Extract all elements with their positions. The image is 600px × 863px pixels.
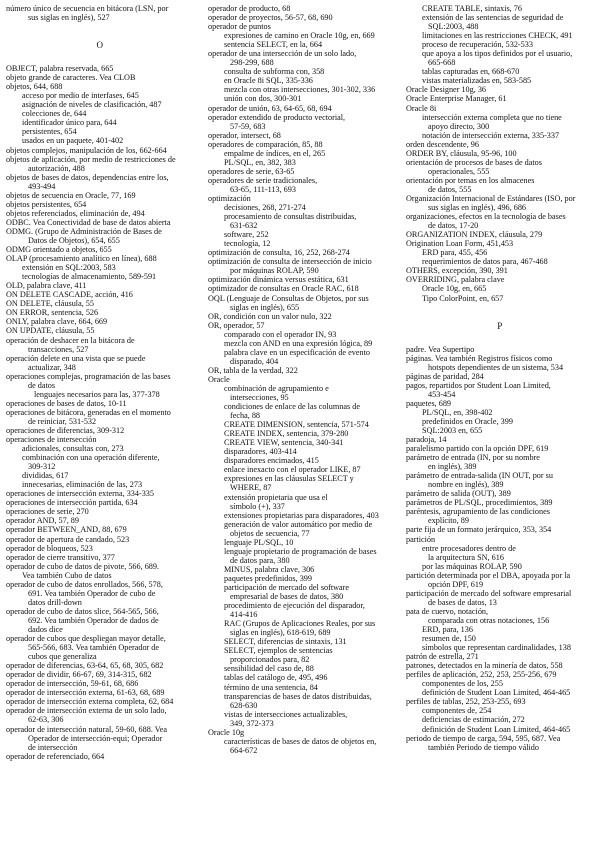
section-letter-heading: P	[497, 320, 503, 331]
index-subentry: transparencias de bases de datos distribuidas,	[224, 691, 372, 701]
index-entry: operador de apertura de candado, 523	[6, 534, 130, 544]
index-subentry: CREATE TABLE, sintaxis, 76	[422, 4, 522, 13]
index-entry: operaciones de intersección partida, 634	[6, 498, 138, 508]
index-entry-continuation: 692. Vea también Operador de dados de	[28, 615, 159, 625]
index-entry: orden descendente, 96	[406, 139, 479, 149]
index-entry: operador de cubo de datos de pivote, 566, 689.	[6, 561, 160, 571]
index-entry: organizaciones, efectos en la tecnología de bases	[406, 212, 566, 222]
index-entry: ORDER BY, cláusula, 95-96, 100	[406, 148, 517, 158]
index-subentry: sentencia SELECT, en la, 664	[224, 40, 323, 50]
index-entry: ODBC. Vea Conectividad de base de datos abierta	[6, 217, 171, 227]
index-entry-continuation: hotspots dependientes de un sistema, 534	[428, 362, 564, 372]
index-subentry: notación de intersección externa, 335-337	[422, 130, 560, 140]
index-subentry: comparado con el operador IN, 93	[224, 329, 337, 339]
index-entry: operador de cubo de datos slice, 564-565, 566,	[6, 606, 159, 616]
index-subentry: divididas, 617	[22, 471, 69, 481]
index-entry: objetos de secuencia en Oracle, 77, 169	[6, 190, 136, 200]
index-subentry: RAC (Grupos de Aplicaciones Reales, por sus	[224, 619, 376, 629]
index-entry: orientación de procesos de bases de datos	[406, 157, 542, 167]
index-subentry: decisiones, 268, 271-274	[224, 203, 306, 213]
index-entry-continuation: Datos de Objetos), 654, 655	[28, 235, 120, 245]
index-entry: operador de cierre transitivo, 377	[6, 552, 115, 562]
index-entry-continuation: sus siglas en inglés), 527	[28, 13, 110, 23]
index-entry: partición determinada por el DBA, apoyada por la	[406, 570, 571, 580]
index-subentry: lenguaje propietario de programación de bases	[224, 546, 377, 556]
index-entry: parámetro de entrada (IN, por su nombre	[406, 453, 540, 463]
index-entry: operadores de comparación, 85, 88	[208, 139, 323, 149]
index-entry-continuation: 665-668	[428, 58, 456, 68]
index-entry: operaciones de diferencias, 309-312	[6, 425, 125, 435]
index-entry-continuation: transacciones, 527	[28, 344, 89, 354]
index-entry: objetos de bases de datos, dependencias entre los,	[6, 172, 169, 182]
index-entry-continuation: de bases de datos, 13	[428, 597, 497, 607]
index-subentry: extensión de las sentencias de seguridad de	[422, 13, 564, 23]
index-entry-continuation: 414-416	[230, 610, 258, 620]
index-entry-continuation: de datos, 17-20	[428, 221, 479, 231]
index-entry: OTHERS, excepción, 390, 391	[406, 266, 508, 276]
index-entry: patrones, detectados en la minería de datos, 558	[406, 661, 563, 671]
index-entry: OBJECT, palabra reservada, 665	[6, 64, 114, 74]
index-subentry: lenguajes necesarios para las, 377-378	[34, 389, 160, 399]
index-subentry: componentes de los, 255	[422, 679, 503, 689]
index-subentry: generación de valor automático por medio de	[224, 519, 373, 529]
index-entry: objetos complejos, manipulación de los, 662-664	[6, 145, 167, 155]
index-entry: partición	[406, 534, 436, 544]
index-entry: ODMG orientado a objetos, 655	[6, 245, 112, 255]
index-subentry: expresiones de camino en Oracle 10g, en, 669	[224, 31, 375, 41]
index-entry-continuation: actualizar, 348	[28, 362, 76, 372]
index-entry: OR, condición con un valor nulo, 322	[208, 311, 332, 321]
index-entry-continuation: autorización, 488	[28, 163, 85, 173]
index-subentry: ERD para, 455, 456	[422, 248, 488, 258]
index-entry: objetos de aplicación, por medio de restricciones de	[6, 154, 176, 164]
index-entry: operador extendido de producto vectorial,	[208, 112, 346, 122]
index-subentry: extensión en SQL:2003, 583	[22, 263, 116, 273]
index-subentry: en Oracle 8i SQL, 335-336	[224, 76, 313, 86]
index-entry-continuation: de intersección	[28, 742, 78, 752]
index-subentry: palabra clave en un especificación de evento	[224, 347, 370, 357]
index-column-right	[406, 4, 594, 752]
index-entry: OR, tabla de la verdad, 322	[208, 365, 298, 375]
index-subentry: sensibilidad del caso de, 88	[224, 664, 314, 674]
index-entry: OQL (Lenguaje de Consultas de Objetos, por sus	[208, 293, 369, 303]
index-subentry: consulta de subforma con, 358	[224, 67, 325, 77]
index-subentry: adicionales, consultas con, 273	[22, 444, 124, 454]
index-entry: operador de proyectos, 56-57, 68, 690	[208, 13, 333, 23]
index-entry: paréntesis, agrupamiento de las condiciones	[406, 507, 550, 517]
index-entry: operador de puntos	[208, 22, 271, 32]
index-entry: objetos persistentes, 654	[6, 199, 87, 209]
index-entry-continuation: 57-59, 683	[230, 121, 266, 131]
index-entry-continuation: explícito, 89	[428, 516, 469, 526]
index-entry: Oracle Designer 10g, 36	[406, 85, 487, 95]
index-entry: Oracle 10g	[208, 727, 245, 737]
index-subentry: persistentes, 654	[22, 127, 77, 137]
index-entry: objeto grande de caracteres. Vea CLOB	[6, 73, 136, 83]
index-entry: objetos referenciados, eliminación de, 494	[6, 208, 145, 218]
index-subentry: unión con dos, 300-301	[224, 94, 302, 104]
index-entry: operador de intersección externa completa, 62, 684	[6, 697, 174, 707]
index-subentry: asignación de niveles de clasificación, 487	[22, 100, 162, 110]
index-entry-continuation: la arquitectura SN, 616	[428, 552, 504, 562]
index-subentry: tablas del catálogo de, 495, 496	[224, 673, 328, 683]
index-subentry: CREATE INDEX, sentencia, 379-280	[224, 429, 349, 439]
index-entry-continuation: de reiniciar, 531-532	[28, 416, 97, 426]
index-entry-continuation: WHERE, 87	[230, 483, 272, 493]
index-entry: operación delete en una vista que se puede	[6, 353, 146, 363]
index-entry-continuation: 691. Vea también Operador de cubo de	[28, 588, 156, 598]
index-subentry: disparadores encimados, 415	[224, 456, 319, 466]
index-subentry: disparadores, 403-414	[224, 447, 297, 457]
index-entry-continuation: SQL:2003, 488	[428, 22, 479, 32]
index-subentry: SQL:2003 en, 655	[422, 425, 483, 435]
index-entry: operador AND, 57, 89	[6, 516, 79, 526]
index-entry-continuation: cubos que generaliza	[28, 652, 97, 662]
index-entry: operaciones de bitácora, generadas en el momento	[6, 407, 171, 417]
index-entry: operación de deshacer en la bitácora de	[6, 335, 135, 345]
index-entry-continuation: 298-299, 688	[230, 58, 274, 68]
index-entry: objetos, 644, 688	[6, 82, 63, 92]
index-subentry: combinación con una operación diferente,	[22, 453, 160, 463]
index-entry: OLAP (procesamiento analítico en línea), 688	[6, 254, 157, 264]
index-entry: ON UPDATE, cláusula, 55	[6, 326, 95, 336]
index-column-middle	[208, 4, 396, 755]
index-entry: periodo de tiempo de carga, 594, 595, 687. Vea	[406, 733, 561, 743]
index-entry: operador de referenciado, 664	[6, 751, 105, 761]
index-entry: operaciones de intersección externa, 334-335	[6, 489, 154, 499]
index-entry-continuation: dados dice	[28, 625, 63, 634]
index-entry: operadores de serie, 63-65	[208, 166, 295, 176]
index-entry: OLD, palabra clave, 411	[6, 281, 87, 291]
index-subentry: extensión propietaria que usa el	[224, 492, 328, 502]
index-subentry: lenguaje PL/SQL, 10	[224, 537, 294, 547]
index-entry-continuation: Operador de intersección-equi; Operador	[28, 733, 163, 743]
index-subentry: enlace inexacto con el operador LIKE, 87	[224, 465, 361, 475]
index-entry: operador de una intersección de un solo lado,	[208, 49, 357, 59]
index-entry: Organización Internacional de Estándares (ISO, por	[406, 193, 576, 203]
index-entry: optimización dinámica versus estática, 631	[208, 275, 349, 285]
index-subentry: procedimiento de ejecución del disparador,	[224, 601, 365, 611]
index-entry-continuation: de datos	[28, 380, 56, 390]
index-entry-continuation: 62-63, 306	[28, 715, 64, 725]
index-entry: operador BETWEEN_AND, 88, 679	[6, 525, 127, 535]
index-entry-continuation: 309-312	[28, 462, 56, 472]
index-subentry: vistas de intersecciones actualizables,	[224, 709, 348, 719]
index-subentry: Tipo ColorPoint, en, 657	[422, 293, 504, 303]
index-subentry: componentes de, 254	[422, 706, 492, 716]
index-entry: participación de mercado del software empresarial	[406, 588, 572, 598]
index-subentry: por las máquinas ROLAP, 590	[422, 561, 522, 571]
index-entry: ODMG. (Grupo de Administración de Bases de	[6, 226, 162, 236]
index-subentry: que apoya a los tipos definidos por el usuario,	[422, 49, 573, 59]
index-entry: OR, operador, 57	[208, 320, 265, 330]
index-entry: pagos, repartidos por Student Loan Limited,	[406, 380, 551, 390]
index-entry-continuation: operacionales, 555	[428, 166, 490, 176]
index-subentry: mezcla con otras intersecciones, 301-302, 336	[224, 85, 376, 95]
index-entry: operador de bloqueos, 523	[6, 543, 93, 553]
index-entry: operaciones de bases de datos, 10-11	[6, 398, 127, 408]
index-entry: parámetro de salida (OUT), 389	[406, 489, 511, 499]
index-subentry: procesamiento de consultas distribuidas,	[224, 212, 357, 222]
index-entry: OVERRIDING, palabra clave	[406, 275, 505, 285]
index-subentry: empalme de índices, en el, 265	[224, 148, 326, 158]
index-entry: perfiles de tablas, 252, 253-255, 693	[406, 697, 526, 707]
index-entry: páginas. Vea también Registros físicos como	[406, 353, 553, 363]
index-entry-continuation: también Periodo de tiempo válido	[428, 742, 539, 752]
index-subentry: intersección externa completa que no tiene	[422, 112, 562, 122]
index-entry-continuation: 453-454	[428, 389, 456, 399]
index-subentry: tablas capturadas en, 668-670	[422, 67, 520, 77]
index-subentry: limitaciones en las restricciones CHECK, 491	[422, 31, 573, 41]
index-entry: operaciones de intersección	[6, 435, 97, 445]
index-entry: operador de cubos que despliegan mayor detalle,	[6, 634, 166, 644]
index-entry-continuation: 63-65, 111-113, 693	[230, 184, 296, 194]
index-subentry: definición de Student Loan Limited, 464-465	[422, 724, 571, 734]
index-entry-continuation: sus siglas en inglés), 496, 686	[428, 203, 527, 213]
index-subentry: deficiencias de estimación, 272	[422, 715, 525, 725]
index-entry: padre. Vea Supertipo	[406, 344, 475, 354]
index-entry: optimizador de consultas en Oracle RAC, 618	[208, 284, 359, 294]
index-entry-continuation: 493-494	[28, 181, 56, 191]
index-entry: operador de intersección externa, 61-63, 68, 689	[6, 688, 165, 698]
index-entry-continuation: 664-672	[230, 745, 258, 755]
index-entry: operador de intersección, 59-61, 68, 686	[6, 679, 139, 689]
index-entry-continuation: en inglés), 389	[428, 462, 477, 472]
index-subentry: SELECT, ejemplos de sentencias	[224, 646, 333, 656]
index-subentry: término de una sentencia, 84	[224, 682, 318, 692]
index-entry-continuation: de datos para, 380	[230, 555, 290, 565]
index-subentry: colecciones de, 644	[22, 109, 87, 119]
index-entry: operaciones de serie, 270	[6, 507, 89, 517]
index-entry: paradoja, 14	[406, 435, 447, 445]
index-entry: operador de dividir, 66-67, 69, 314-315, 682	[6, 670, 152, 680]
index-entry-continuation: opción DPF, 619	[428, 579, 484, 589]
index-entry: pata de cuervo, notación,	[406, 606, 489, 616]
index-subentry: PL/SQL, en, 398-402	[422, 407, 493, 417]
index-subentry: acceso por medio de interfases, 645	[22, 91, 139, 101]
index-subentry: predefinidos en Oracle, 399	[422, 416, 513, 426]
index-subentry: tecnología, 12	[224, 239, 271, 249]
index-entry-continuation: 631-632	[230, 221, 258, 231]
index-subentry: combinación de agrupamiento e	[224, 383, 329, 393]
index-entry: ONLY, palabra clave, 664, 669	[6, 317, 108, 327]
index-entry-continuation: fecha, 88	[230, 411, 261, 421]
index-entry-continuation: datos drill-down	[28, 597, 82, 607]
index-subentry: mezcla con AND en una expresión lógica, 89	[224, 338, 373, 348]
index-subentry: vistas materializadas en, 583-585	[422, 76, 532, 86]
index-entry-continuation: por máquinas ROLAP, 590	[230, 266, 319, 276]
index-entry: Oracle Enterprise Manager, 61	[406, 94, 507, 104]
index-column-left	[6, 4, 194, 761]
index-entry: parámetro de entrada-salida (IN OUT, por su	[406, 471, 553, 481]
index-entry: parte fija de un formato jerárquico, 353, 354	[406, 525, 552, 535]
index-entry: operaciones complejas, programación de las bases	[6, 371, 171, 381]
index-subentry: PL/SQL, en, 382, 383	[224, 157, 296, 167]
index-subentry: tecnologías de almacenamiento, 589-591	[22, 272, 157, 282]
index-entry-continuation: proporcionados para, 82	[230, 655, 310, 665]
index-entry-continuation: intersecciones, 95	[230, 393, 289, 403]
index-entry: ON ERROR, sentencia, 526	[6, 308, 99, 318]
index-entry-continuation: empresarial de bases de datos, 380	[230, 592, 344, 602]
index-subentry: extensiones propietarias para disparadores, 403	[224, 510, 379, 520]
index-entry: paquetes, 689	[406, 398, 452, 408]
index-entry: Origination Loan Form, 451,453	[406, 239, 514, 249]
index-subentry: resumen de, 150	[422, 634, 476, 644]
index-subentry: Oracle 10g, en, 665	[422, 284, 487, 294]
index-entry: optimización	[208, 193, 251, 203]
index-subentry: CREATE DIMENSION, sentencia, 571-574	[224, 420, 369, 430]
index-subentry: usados en un paquete, 401-402	[22, 136, 124, 146]
index-entry: optimización de consulta de intersección de inicio	[208, 257, 372, 267]
index-entry: ORGANIZATION INDEX, cláusula, 279	[406, 230, 543, 240]
index-entry-continuation: disparado, 404	[230, 356, 279, 366]
index-subentry: SELECT, diferencias de sintaxis, 131	[224, 637, 347, 647]
index-entry: operador de unión, 63, 64-65, 68, 694	[208, 103, 332, 113]
index-entry-continuation: 349, 372-373	[230, 718, 274, 728]
index-subentry: proceso de recuperación, 532-533	[422, 40, 533, 50]
index-subentry: características de bases de datos de objetos en,	[224, 736, 377, 746]
index-entry: Oracle	[208, 374, 230, 384]
index-subentry: paquetes predefinidos, 399	[224, 573, 312, 583]
index-subentry: expresiones en las cláusulas SELECT y	[224, 474, 354, 484]
index-subentry: Vea también Cubo de datos	[22, 570, 112, 580]
index-entry-continuation: objetos de secuencia, 77	[230, 528, 310, 538]
section-letter-heading: O	[96, 40, 104, 51]
index-entry: operador de diferencias, 63-64, 65, 68, 305, 682	[6, 661, 164, 671]
index-entry-continuation: comparada con otras notaciones, 156	[428, 615, 550, 625]
index-entry-continuation: 628-630	[230, 700, 258, 710]
index-subentry: identificador único para, 644	[22, 118, 117, 128]
index-entry: operador de producto, 68	[208, 4, 291, 13]
index-subentry: definición de Student Loan Limited, 464-465	[422, 688, 571, 698]
index-entry: número único de secuencia en bitácora (LSN, por	[6, 4, 169, 13]
index-entry: operadores de serie tradicionales,	[208, 175, 318, 185]
index-entry: operador de intersección natural, 59-60, 688. Vea	[6, 724, 168, 734]
index-entry-continuation: de datos, 555	[428, 184, 472, 194]
index-entry: operador de cubo de datos enrollados, 566, 578,	[6, 579, 163, 589]
index-entry: operador, intersect, 68	[208, 130, 281, 140]
index-entry: patrón de estrella, 271	[406, 652, 479, 662]
index-subentry: CREATE VIEW, sentencia, 340-341	[224, 438, 344, 448]
index-entry: páginas de paridad, 284	[406, 371, 484, 381]
index-entry: paralelismo partido con la opción DPF, 619	[406, 444, 549, 454]
index-subentry: entre procesadores dentro de	[422, 543, 516, 553]
index-entry: ON DELETE, cláusula, 55	[6, 299, 94, 309]
index-entry: parámetros de PL/SQL, procedimientos, 389	[406, 498, 553, 508]
index-subentry: símbolos que representan cardinalidades, 138	[422, 643, 571, 653]
index-subentry: ERD, para, 136	[422, 625, 473, 634]
index-subentry: requerimientos de datos para, 467-468	[422, 257, 548, 267]
index-entry-continuation: apoyo directo, 300	[428, 121, 490, 131]
index-entry-continuation: símbolo (+), 337	[230, 501, 285, 511]
index-entry: perfiles de aplicación, 252, 253, 255-256, 679	[406, 670, 557, 680]
index-subentry: software, 252	[224, 230, 269, 240]
index-entry: optimización de consulta, 16, 252, 268-274	[208, 248, 350, 258]
index-entry: operador de intersección externa de un solo lado,	[6, 706, 167, 716]
index-subentry: condiciones de enlace de las columnas de	[224, 402, 360, 412]
index-subentry: innecesarias, eliminación de las, 273	[22, 480, 143, 490]
index-subentry: MINUS, palabra clave, 306	[224, 564, 315, 574]
index-entry: orientación por temas en los almacenes	[406, 175, 535, 185]
index-entry: Oracle 8i	[406, 103, 437, 113]
index-entry-continuation: siglas en inglés), 618-619, 689	[230, 628, 331, 638]
index-entry: ON DELETE CASCADE, acción, 416	[6, 290, 133, 300]
index-entry-continuation: siglas en inglés), 655	[230, 302, 300, 312]
index-entry-continuation: nombre en inglés), 389	[428, 480, 504, 490]
index-entry-continuation: 565-566, 683. Vea también Operador de	[28, 643, 160, 653]
index-subentry: participación de mercado del software	[224, 583, 350, 592]
